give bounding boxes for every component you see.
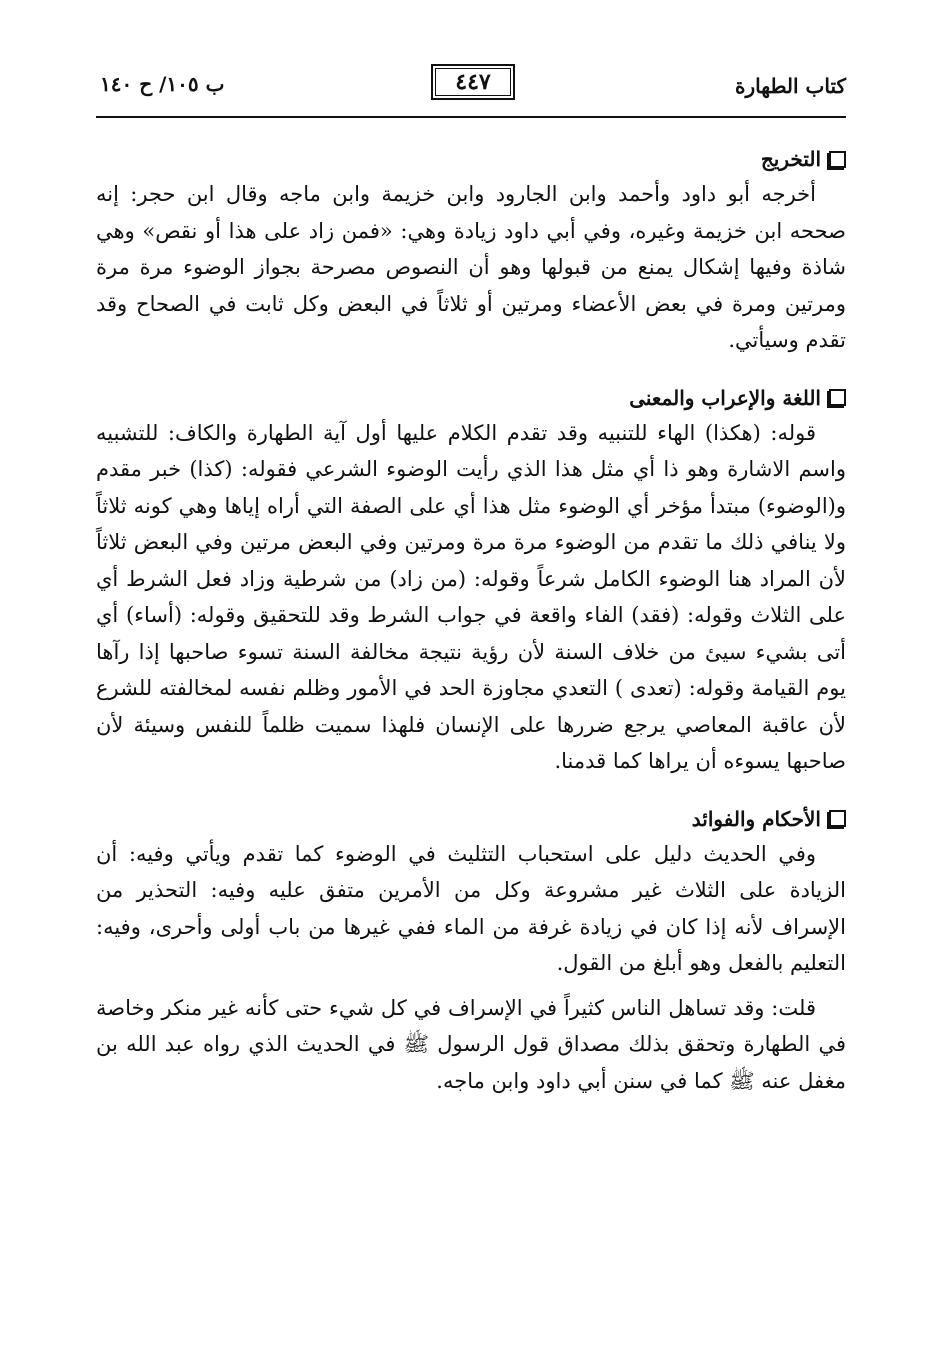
paragraph-text: قوله: (هكذا) الهاء للتنبيه وقد تقدم الكلام عليها أول آية الطهارة والكاف: للتشبيه واسم الاشارة وهو ذا أي مثل هذا الذي رأيت الوضوء الشرعي فقوله: (كذا) خبر مقدم و(الوضوء) مبتدأ مؤخر أي الوضوء مثل هذا أي على الصفة التي أراه إياها وهي كونه ثلاثاً ولا ينافي ذلك ما تقدم من الوضوء مرة مرة ومرتين وفي البعض مرتين وفي البعض ثلاثاً لأن المراد هنا الوضوء الكامل شرعاً وقوله: (من زاد) من شرطية وزاد فعل الشرط أي على الثلاث وقوله: (فقد) الفاء واقعة في جواب الشرط وقد للتحقيق وقوله: (أساء) أي أتى بشيء سيئ من خلاف السنة لأن رؤية نتيجة مخالفة السنة تسوء صاحبها إذا رآها يوم القيامة وقوله: (تعدى ) التعدي مجاوزة الحد في الأمور وظلم نفسه لمخالفته للشرع لأن عاقبة المعاصي يرجع ضررها على الإنسان فلهذا سميت ظلماً للنفس وسيئة لأن صاحبها يسوءه أن يراها كما قدمنا. (96, 420, 846, 773)
paragraph (96, 176, 846, 359)
paragraph-text: وفي الحديث دليل على استحباب التثليث في الوضوء كما تقدم ويأتي وفيه: أن الزيادة على الثلاث غير مشروعة وكل من الأمرين متفق عليه وفيه: التحذير من الإسراف لأنه إذا كان في زيادة غرفة من الماء ففي غيرها من باب أولى وأحرى، وفيه: التعليم بالفعل وهو أبلغ من القول. (96, 841, 846, 975)
section-title-text: الأحكام والفوائد (691, 806, 821, 831)
hadith-reference: ب ١٠٥/ ح ١٤٠ (100, 72, 225, 96)
header-rule (96, 116, 846, 118)
section-title-takhrij (96, 144, 846, 174)
paragraph (96, 990, 846, 1100)
paragraph-text: أخرجه أبو داود وأحمد وابن الجارود وابن خزيمة وابن ماجه وقال ابن حجر: إنه صححه ابن خزيمة وغيره، وفي أبي داود زيادة وهي: «فمن زاد على هذا أو نقص» وهي شاذة وفيها إشكال يمنع من قبولها وهو أن النصوص مصرحة بجواز الوضوء مرة مرة ومرتين ومرة في بعض الأعضاء ومرتين أو ثلاثاً في البعض وكل ثابت في الصحاح وقد تقدم وسيأتي. (96, 182, 846, 352)
paragraph (96, 836, 846, 982)
checkbox-square-icon (829, 389, 846, 406)
book-title: كتاب الطهارة (735, 74, 846, 98)
section-title-ahkam (96, 804, 846, 834)
checkbox-square-icon (829, 810, 846, 827)
page-number: ٤٤٧ (431, 64, 515, 100)
page-header (96, 62, 846, 116)
checkbox-square-icon (829, 151, 846, 168)
paragraph-text: قلت: وقد تساهل الناس كثيراً في الإسراف في كل شيء حتى كأنه غير منكر وخاصة في الطهارة وتحقق بذلك مصداق قول الرسول ﷺ في الحديث الذي رواه عبد الله بن مغفل عنه ﷺ كما في سنن أبي داود وابن ماجه. (96, 995, 846, 1093)
book-page (96, 62, 846, 1099)
section-title-text: التخريج (760, 147, 821, 171)
section-title-lugha (96, 383, 846, 413)
paragraph (96, 415, 846, 780)
section-title-text: اللغة والإعراب والمعنى (629, 385, 821, 410)
